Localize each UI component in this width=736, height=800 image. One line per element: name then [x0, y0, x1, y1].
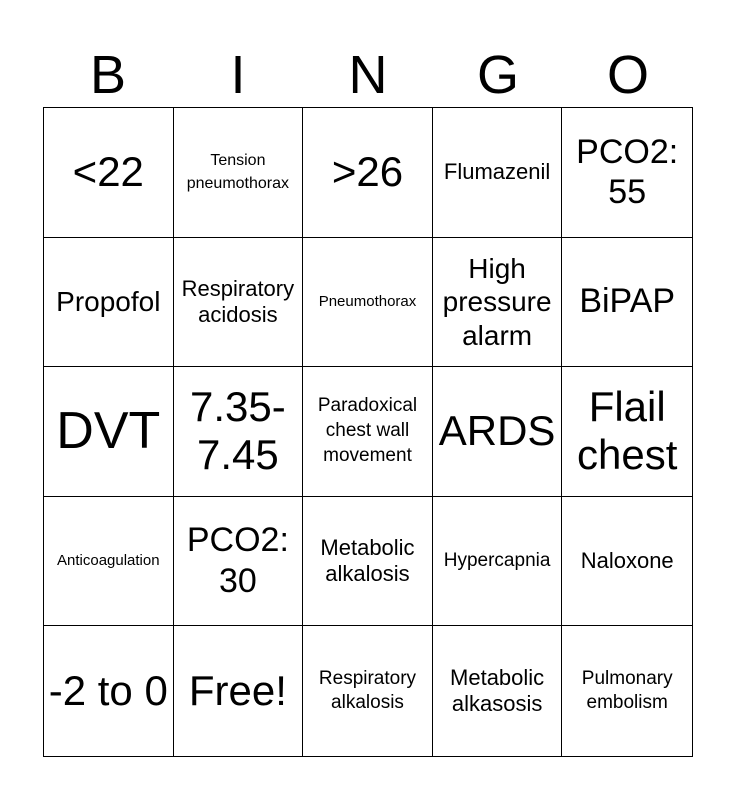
bingo-cell-4-1[interactable]: [44, 497, 174, 627]
cell-text: Respiratory alkalosis: [318, 667, 417, 714]
cell-text: Metabolic alkalosis: [320, 534, 415, 587]
bingo-cell-5-1[interactable]: [44, 626, 174, 756]
bingo-cell-3-4[interactable]: [433, 367, 563, 497]
bingo-cell-1-4[interactable]: [433, 108, 563, 238]
bingo-cell-1-3[interactable]: [303, 108, 433, 238]
cell-text: Flumazenil: [443, 159, 551, 185]
cell-text: Hypercapnia: [443, 549, 551, 571]
cell-text: Flail chest: [577, 383, 678, 479]
cell-text: PCO2: 30: [186, 521, 289, 601]
cell-text: Paradoxical chest wall movement: [317, 395, 418, 466]
bingo-cell-5-2[interactable]: [174, 626, 304, 756]
cell-text: Tension pneumothorax: [186, 152, 290, 193]
cell-text: <22: [72, 148, 144, 196]
cell-text: DVT: [56, 402, 161, 461]
header-letter-b: B: [89, 45, 127, 105]
cell-text: Propofol: [56, 286, 161, 318]
cell-text: -2 to 0: [48, 667, 168, 715]
cell-text: 7.35-7.45: [190, 383, 286, 479]
bingo-cell-3-3[interactable]: [303, 367, 433, 497]
bingo-cell-4-4[interactable]: [433, 497, 563, 627]
header-letter-n: N: [348, 45, 388, 105]
cell-text: Pulmonary embolism: [581, 667, 673, 714]
cell-text: PCO2: 55: [576, 132, 679, 212]
bingo-cell-3-5[interactable]: [562, 367, 692, 497]
bingo-cell-5-3[interactable]: [303, 626, 433, 756]
bingo-cell-5-5[interactable]: [562, 626, 692, 756]
cell-text: Naloxone: [580, 547, 674, 573]
header-letter-i: I: [230, 45, 246, 105]
bingo-cell-1-5[interactable]: [562, 108, 692, 238]
bingo-cell-2-2[interactable]: [174, 238, 304, 368]
bingo-cell-3-2[interactable]: [174, 367, 304, 497]
bingo-cell-4-3[interactable]: [303, 497, 433, 627]
cell-text: Metabolic alkasosis: [450, 664, 545, 717]
bingo-cell-2-5[interactable]: [562, 238, 692, 368]
header-letter-g: G: [476, 45, 519, 105]
bingo-cell-4-2[interactable]: [174, 497, 304, 627]
bingo-header: [43, 44, 693, 106]
header-letter-o: O: [606, 45, 649, 105]
bingo-cell-1-2[interactable]: [174, 108, 304, 238]
bingo-cell-5-4[interactable]: [433, 626, 563, 756]
cell-text: ARDS: [438, 407, 556, 455]
cell-text: Respiratory acidosis: [181, 275, 295, 327]
bingo-cell-1-1[interactable]: [44, 108, 174, 238]
cell-text: BiPAP: [579, 282, 676, 321]
bingo-cell-3-1[interactable]: [44, 367, 174, 497]
cell-text: >26: [331, 148, 404, 196]
bingo-cell-2-1[interactable]: [44, 238, 174, 368]
cell-text: Pneumothorax: [318, 293, 417, 311]
bingo-board: [43, 107, 693, 757]
cell-text: Free!: [188, 667, 287, 715]
bingo-cell-4-5[interactable]: [562, 497, 692, 627]
cell-text: High pressure alarm: [442, 252, 552, 351]
cell-text: Anticoagulation: [57, 552, 160, 570]
bingo-cell-2-4[interactable]: [433, 238, 563, 368]
bingo-cell-2-3[interactable]: [303, 238, 433, 368]
